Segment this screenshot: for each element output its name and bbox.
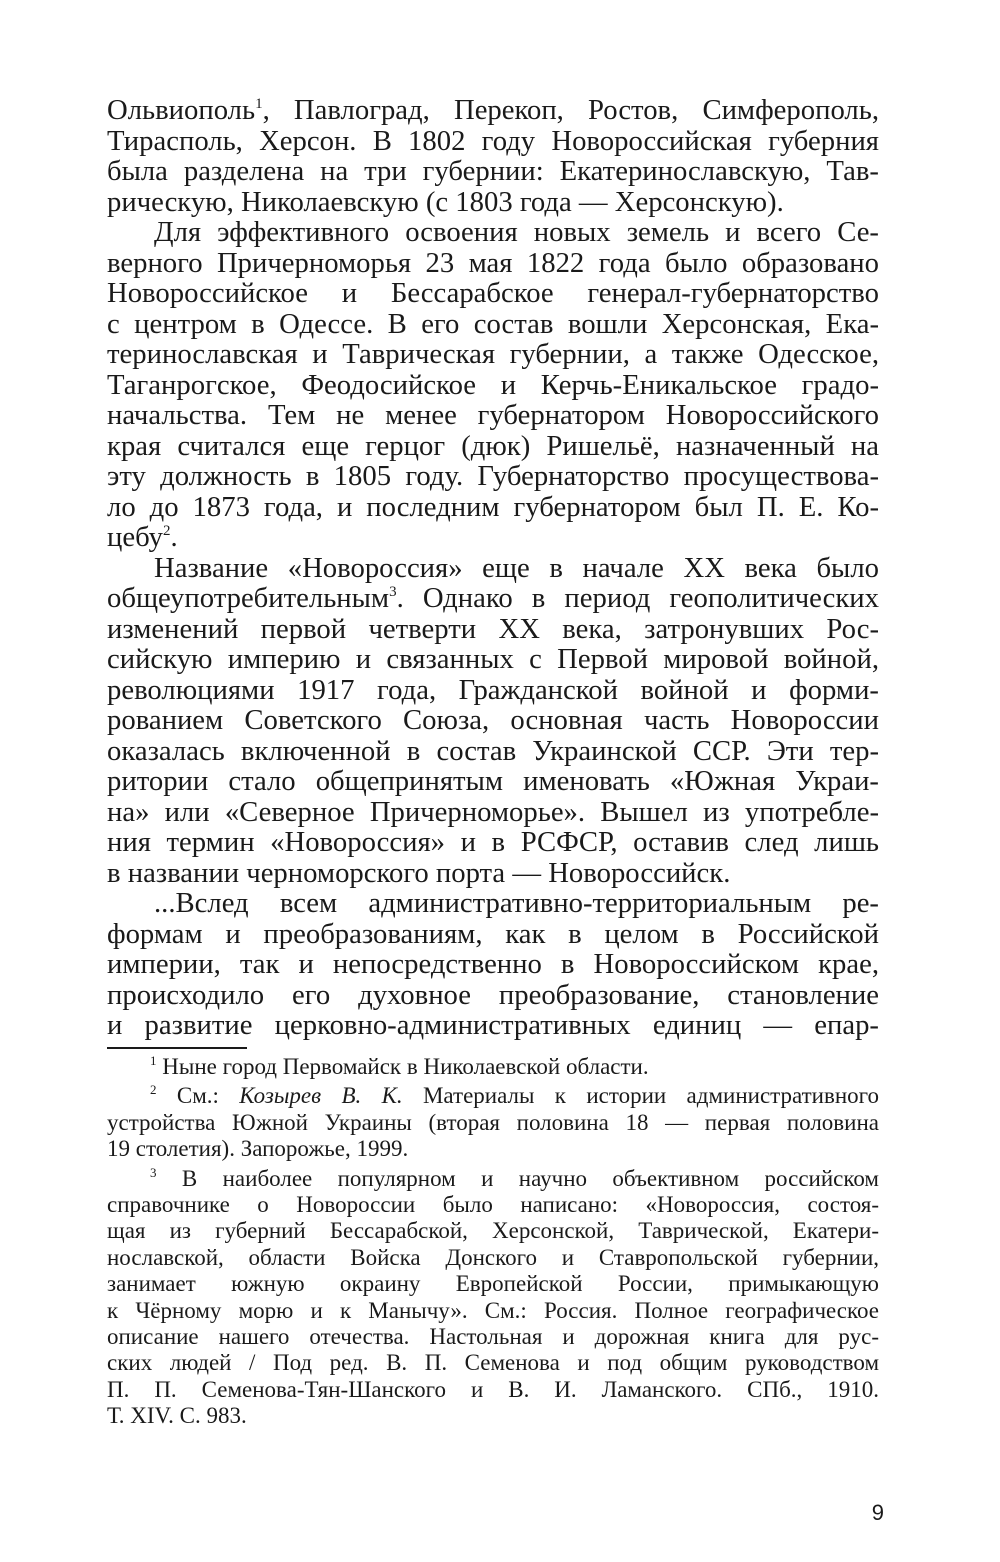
paragraph-3: [107, 553, 879, 889]
footnote-ref-3: 3: [389, 584, 397, 600]
text-line: и развитие церковно-административных единиц — епар-: [107, 1009, 879, 1041]
footnote-line: ских людей / Под ред. В. П. Семенова и под общим руководством: [107, 1350, 879, 1376]
paragraph-1: [107, 95, 879, 217]
footnote-line: щая из губерний Бессарабской, Херсонской, Таврической, Екатери-: [107, 1218, 879, 1244]
footnote-line: описание нашего отечества. Настольная и дорожная книга для рус-: [107, 1323, 879, 1349]
footnote-2: [107, 1083, 879, 1162]
text-line: сийскую империю и связанных с Первой мировой войной,: [107, 643, 879, 675]
footnote-line: П. П. Семенова-Тян-Шанского и В. И. Ламанского. СПб., 1910.: [107, 1376, 879, 1402]
footnote-line: занимает южную окраину Европейской России, примыкающую: [107, 1271, 879, 1297]
text-line: изменений первой четверти XX века, затронувших Рос-: [107, 612, 879, 645]
text-line: Ольвиополь$^1$, Павлоград, Перекоп, Ростов, Симферополь,: [107, 94, 879, 126]
page-number: 9: [871, 1500, 884, 1525]
footnote-line: $^1$ Ныне город Первомайск в Николаевской области.: [150, 1053, 649, 1079]
footnote-number: 2: [150, 1082, 157, 1098]
text-line: Новороссийское и Бессарабское генерал-губернаторство: [107, 277, 879, 309]
main-text: [107, 95, 879, 1041]
text-line: общеупотребительным$^3$. Однако в период геополитических: [107, 582, 879, 614]
footnote-line: 19 столетия). Запорожье, 1999.: [107, 1136, 409, 1162]
text-line: была разделена на три губернии: Екатеринославскую, Тав-: [107, 155, 879, 187]
text-line: рическую, Николаевскую (с 1803 года — Херсонскую).: [107, 185, 784, 218]
footnote-line: $^2$ См.: Козырев В. К. Материалы к истории административного: [150, 1082, 879, 1109]
text-line: цебу$^2$.: [107, 521, 178, 553]
text-line: формам и преобразованиям, как в целом в Российской: [107, 917, 879, 950]
text-line: Тирасполь, Херсон. В 1802 году Новороссийская губерния: [107, 124, 879, 157]
text-line: рованием Советского Союза, основная часть Новороссии: [107, 704, 879, 736]
footnote-divider: [107, 1047, 247, 1049]
text-line: Название «Новороссия» еще в начале XX века было: [154, 551, 879, 584]
text-line: с центром в Одессе. В его состав вошли Херсонская, Ека-: [107, 307, 879, 340]
footnote-1: [107, 1054, 879, 1080]
footnote-line: к Чёрному морю и к Манычу». См.: Россия. Полное географическое: [107, 1297, 879, 1323]
footnote-ref-2: 2: [162, 523, 171, 539]
text-line: начальства. Тем не менее губернатором Новороссийского: [107, 399, 879, 431]
text-line: ния термин «Новороссия» и в РСФСР, оставив след лишь: [107, 826, 879, 858]
footnote-ref-1: 1: [255, 96, 263, 112]
text-line: революциями 1917 года, Гражданской войной и форми-: [107, 673, 879, 706]
footnote-line: справочнике о Новороссии было написано: «Новороссия, состоя-: [107, 1191, 879, 1217]
text-line: на» или «Северное Причерноморье». Вышел из употребле-: [107, 795, 879, 828]
paragraph-4: [107, 888, 879, 1041]
footnote-3: [107, 1166, 879, 1430]
footnote-number: 3: [150, 1164, 157, 1180]
author-name: Козырев В. К.: [239, 1083, 403, 1109]
text-line: теринославская и Таврическая губернии, а также Одесское,: [107, 338, 879, 370]
footnote-number: 1: [150, 1053, 157, 1068]
text-line: Таганрогское, Феодосийское и Керчь-Еникальское градо-: [107, 368, 879, 401]
text-line: происходило его духовное преобразование, становление: [107, 978, 879, 1011]
text-line: эту должность в 1805 году. Губернаторство просуществова-: [107, 460, 879, 492]
footnote-line: $^3$ В наиболее популярном и научно объективном российском: [150, 1164, 879, 1191]
footnote-line: устройства Южной Украины (вторая половина 18 — первая половина: [107, 1109, 879, 1135]
text-line: оказалась включенной в состав Украинской ССР. Эти тер-: [107, 734, 879, 767]
text-line: ритории стало общепринятым именовать «Южная Украи-: [107, 765, 879, 797]
paragraph-2: [107, 217, 879, 553]
text-line: в названии черноморского порта — Новороссийск.: [107, 856, 731, 889]
text-line: Для эффективного освоения новых земель и всего Се-: [154, 216, 879, 248]
text-line: ло до 1873 года, и последним губернатором был П. Е. Ко-: [107, 490, 879, 523]
footnote-line: нославской, области Войска Донского и Ставропольской губернии,: [107, 1244, 879, 1270]
text-line: империи, так и непосредственно в Новороссийском крае,: [107, 948, 879, 980]
text-line: ...Вслед всем административно-территориальным ре-: [154, 887, 879, 919]
footnotes: [107, 1054, 879, 1432]
footnote-line: Т. XIV. С. 983.: [107, 1403, 247, 1429]
text-line: края считался еще герцог (дюк) Ришельё, назначенный на: [107, 429, 879, 462]
text-line: верного Причерноморья 23 мая 1822 года было образовано: [107, 246, 879, 279]
